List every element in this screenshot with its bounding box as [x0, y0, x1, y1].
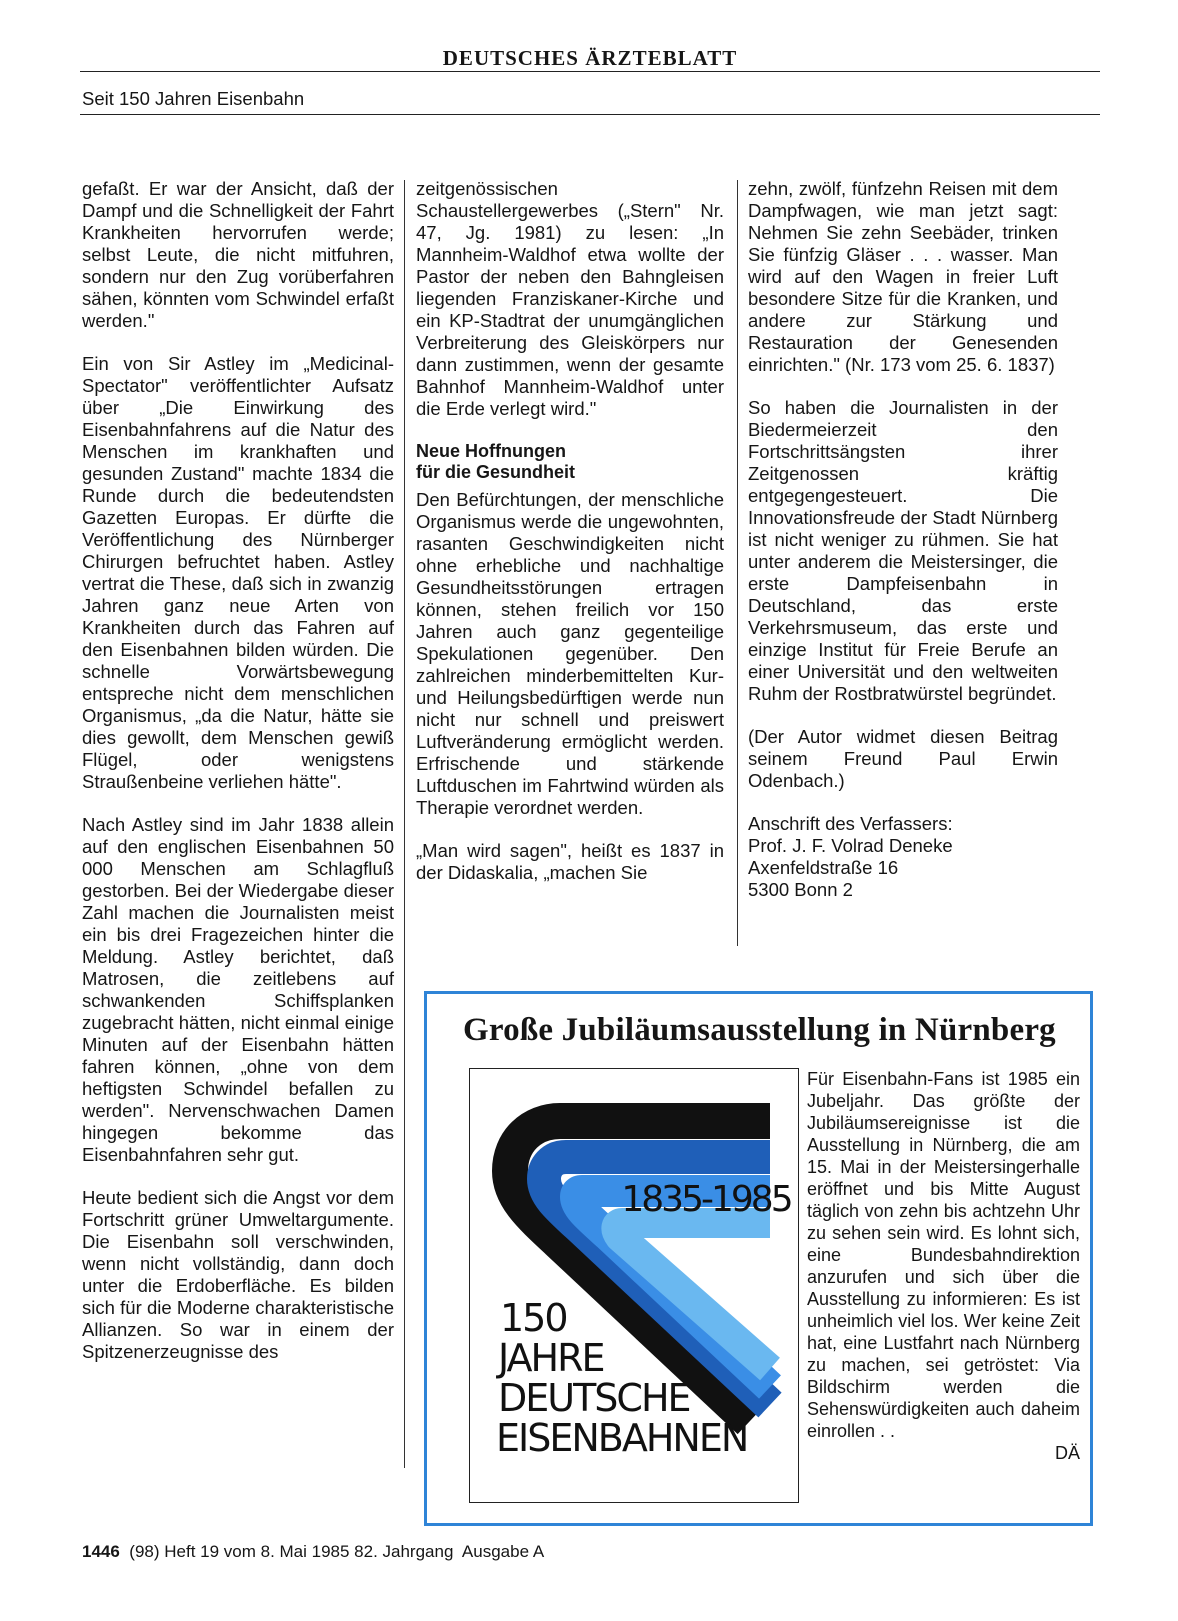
section-heading-line: Neue Hoffnungen — [416, 441, 566, 461]
poster-years: 1835-1985 — [621, 1179, 791, 1220]
poster-line: JAHRE — [498, 1336, 604, 1380]
page-footer — [82, 1542, 544, 1562]
box-signature: DÄ — [1054, 1443, 1080, 1463]
exhibition-box — [424, 991, 1093, 1526]
article-column-3 — [748, 178, 1058, 901]
poster-line: 150 — [500, 1296, 567, 1340]
poster-line: EISENBAHNEN — [496, 1416, 748, 1460]
address-name: Prof. J. F. Volrad Deneke — [748, 835, 953, 856]
railway-stripes-logo — [470, 1069, 799, 1503]
article-column-2 — [416, 178, 724, 884]
paragraph: Nach Astley sind im Jahr 1838 allein auf den englischen Eisenbahnen 50 000 Menschen am Schlagfluß gestorben. Bei der Wiedergabe dieser Zahl machen die Journalisten meist ein bis drei Fragezeichen hinter die Meldung. Astley berichtet, daß Matrosen, die zeitlebens auf schwankenden Schiffsplanken zugebracht hätten, nicht einmal einige Minuten auf der Eisenbahn hätten fahren können, „ohne von dem heftigsten Schwindel befallen zu werden". Nervenschwachen Damen hingegen bekomme das Eisenbahnfahren sehr gut. — [82, 814, 394, 1165]
paragraph: „Man wird sagen", heißt es 1837 in der Didaskalia, „machen Sie — [416, 840, 724, 883]
issue-info: (98) Heft 19 vom 8. Mai 1985 82. Jahrgang Ausgabe A — [129, 1542, 545, 1561]
article-column-1 — [82, 178, 394, 1363]
column-divider — [737, 180, 738, 946]
poster-line: DEUTSCHE — [498, 1376, 690, 1420]
masthead: DEUTSCHES ÄRZTEBLATT — [442, 46, 738, 70]
section-heading — [416, 441, 724, 483]
page-number: 1446 — [82, 1542, 120, 1561]
address-street: Axenfeldstraße 16 — [748, 857, 899, 878]
section-heading-line: für die Gesundheit — [416, 462, 576, 482]
paragraph: gefaßt. Er war der Ansicht, daß der Dampf und die Schnelligkeit der Fahrt Krankheiten hervorrufen werde; selbst Leute, die nicht mitfuhren, sondern nur den Zug vorüberfahren sähen, könnten vom Schwindel erfaßt werden." — [82, 178, 394, 331]
paragraph: zeitgenössischen Schaustellergewerbes („Stern" Nr. 47, Jg. 1981) zu lesen: „In Mannheim-Waldhof etwa wollte der Pastor der neben den Bahngleisen liegenden Franziskaner-Kirche und ein KP-Stadtrat der unumgänglichen Verbreiterung des Gleiskörpers nur dann zustimmen, wenn der gesamte Bahnhof Mannheim-Waldhof unter die Erde verlegt wird." — [416, 178, 724, 419]
dedication: (Der Autor widmet diesen Beitrag seinem Freund Paul Erwin Odenbach.) — [748, 726, 1058, 791]
author-address — [748, 813, 1058, 901]
anniversary-poster — [469, 1068, 799, 1503]
running-title: Seit 150 Jahren Eisenbahn — [82, 88, 305, 109]
paragraph: Heute bedient sich die Angst vor dem Fortschritt grüner Umweltargumente. Die Eisenbahn soll verschwinden, wenn nicht vollständig, dann doch unter die Erdoberfläche. Es bilden sich für die Moderne charakteristische Allianzen. So war in einem der Spitzenerzeugnisse des — [82, 1187, 394, 1362]
address-label: Anschrift des Verfassers: — [748, 813, 953, 834]
column-divider — [404, 180, 405, 1468]
paragraph: So haben die Journalisten in der Biedermeierzeit den Fortschrittsängsten ihrer Zeitgenossen kräftig entgegengesteuert. Die Innovationsfreude der Stadt Nürnberg ist nicht weniger zu rühmen. Sie hat unter anderem die Meistersinger, die erste Dampfeisenbahn in Deutschland, das erste Verkehrsmuseum, das erste und einzige Institut für Freie Berufe an einer Universität und den weltweiten Ruhm der Rostbratwürstel begründet. — [748, 397, 1058, 704]
paragraph: Den Befürchtungen, der menschliche Organismus werde die ungewohnten, rasanten Geschwindigkeiten nicht ohne erhebliche und nachhaltige Gesundheitsstörungen ertragen können, stehen freilich vor 150 Jahren auch ganz gegenteilige Spekulationen gegenüber. Den zahlreichen minderbemittelten Kur- und Heilungsbedürftigen werde nun nicht nur schnell und preiswert Luftveränderung ermöglicht werden. Erfrischende und stärkende Luftduschen im Fahrtwind würden als Therapie verordnet werden. — [416, 489, 724, 818]
box-title: Große Jubiläumsausstellung in Nürnberg — [463, 1012, 1056, 1048]
paragraph: Ein von Sir Astley im „Medicinal-Spectator" veröffentlichter Aufsatz über „Die Einwirkung des Eisenbahnfahrens auf die Natur des Menschen im krankhaften und gesunden Zustand" machte 1834 die Runde durch die bedeutendsten Gazetten Europas. Er dürfte die Veröffentlichung des Nürnberger Chirurgen befruchtet haben. Astley vertrat die These, daß sich in zwanzig Jahren ganz neue Arten von Krankheiten durch das Fahren auf den Eisenbahnen bilden würden. Die schnelle Vorwärtsbewegung entspreche nicht dem menschlichen Organismus, „da die Natur, hätte sie dies gewollt, dem Menschen gewiß Flügel, oder wenigstens Straußenbeine verliehen hätte". — [82, 353, 394, 792]
header-rule — [80, 114, 1100, 115]
paragraph: zehn, zwölf, fünfzehn Reisen mit dem Dampfwagen, wie man jetzt sagt: Nehmen Sie zehn Seebäder, trinken Sie fünfzig Gläser . . . wasser. Man wird auf den Wagen in freier Luft besondere Sitze für die Kranken, und andere zur Stärkung und Restauration der Genesenden einrichten." (Nr. 173 vom 25. 6. 1837) — [748, 178, 1058, 375]
box-text — [807, 1068, 1080, 1464]
box-paragraph: Für Eisenbahn-Fans ist 1985 ein Jubeljahr. Das größte der Jubiläumsereignisse ist die Ausstellung in Nürnberg, die am 15. Mai in der Meistersingerhalle eröffnet und bis Mitte August täglich von zehn bis achtzehn Uhr zu sehen sein wird. Es lohnt sich, eine Bundesbahndirektion anzurufen und sich über die Ausstellung zu informieren: Es ist unheimlich viel los. Wer keine Zeit hat, eine Lustfahrt nach Nürnberg zu machen, sei getröstet: Via Bildschirm werden die Sehenswürdigkeiten auch daheim einrollen . . — [807, 1069, 1080, 1441]
address-city: 5300 Bonn 2 — [748, 879, 853, 900]
masthead-rule — [80, 71, 1100, 72]
